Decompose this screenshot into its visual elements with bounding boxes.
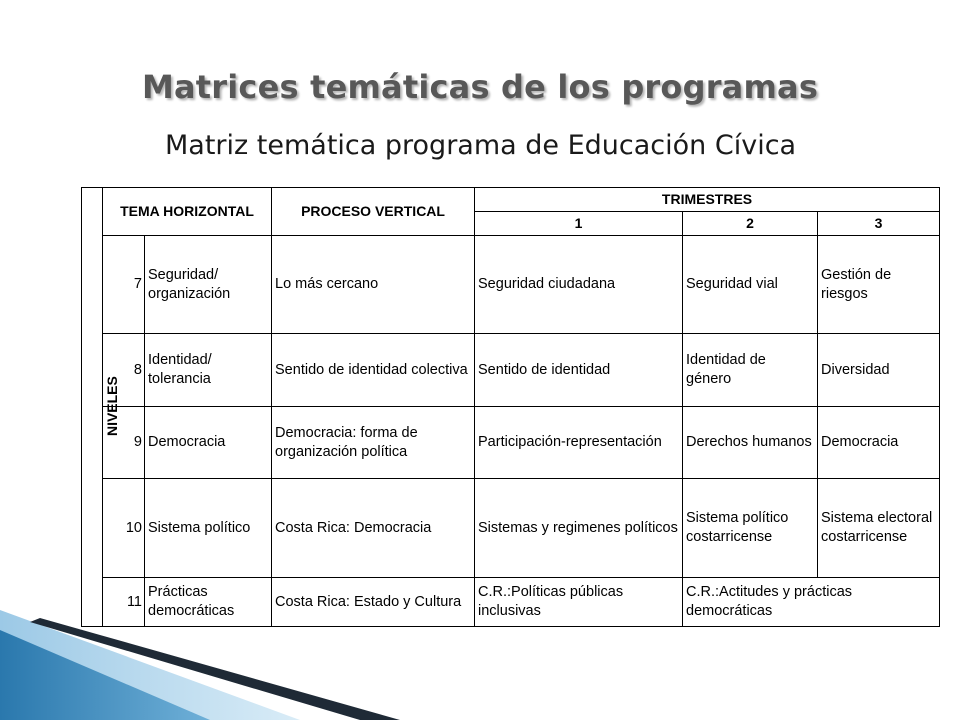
tema-cell: Prácticas democráticas [145, 578, 272, 627]
trimestre-3-cell: Sistema electoral costarricense [818, 479, 940, 578]
trimestre-1-cell: Participación-representación [475, 407, 683, 479]
trimestre-2-cell: Seguridad vial [683, 236, 818, 334]
header-trimestre-2: 2 [683, 212, 818, 236]
proceso-cell: Democracia: forma de organización política [272, 407, 475, 479]
trimestre-3-cell: Diversidad [818, 334, 940, 407]
header-trimestre-1: 1 [475, 212, 683, 236]
header-trimestres: TRIMESTRES [475, 188, 940, 212]
decorative-wedges [0, 590, 420, 720]
trimestre-1-cell: Sentido de identidad [475, 334, 683, 407]
header-proceso-vertical: PROCESO VERTICAL [272, 188, 475, 236]
header-row-1 [82, 188, 940, 212]
proceso-cell: Costa Rica: Estado y Cultura [272, 578, 475, 627]
tema-cell: Democracia [145, 407, 272, 479]
proceso-cell: Sentido de identidad colectiva [272, 334, 475, 407]
table-row [82, 479, 940, 578]
level-cell: 10 [103, 479, 145, 578]
slide-title: Matrices temáticas de los programas [141, 68, 819, 106]
trimestre-2-3-cell: C.R.:Actitudes y prácticas democráticas [683, 578, 940, 627]
tema-cell: Sistema político [145, 479, 272, 578]
table-row [82, 334, 940, 407]
level-cell: 7 [103, 236, 145, 334]
level-cell: 11 [103, 578, 145, 627]
proceso-cell: Costa Rica: Democracia [272, 479, 475, 578]
header-trimestre-3: 3 [818, 212, 940, 236]
slide-subtitle: Matriz temática programa de Educación Cívica [165, 130, 797, 161]
table-row [82, 407, 940, 479]
tema-cell: Identidad/ tolerancia [145, 334, 272, 407]
trimestre-1-cell: Sistemas y regimenes políticos [475, 479, 683, 578]
levels-label-cell [82, 188, 120, 627]
trimestre-3-cell: Democracia [818, 407, 940, 479]
header-tema-horizontal: TEMA HORIZONTAL [103, 188, 272, 236]
level-cell: 9 [103, 407, 145, 479]
trimestre-3-cell: Gestión de riesgos [818, 236, 940, 334]
trimestre-1-cell: C.R.:Políticas públicas inclusivas [475, 578, 683, 627]
trimestre-1-cell: Seguridad ciudadana [475, 236, 683, 334]
thematic-matrix-table [81, 187, 940, 627]
proceso-cell: Lo más cercano [272, 236, 475, 334]
trimestre-2-cell: Derechos humanos [683, 407, 818, 479]
trimestre-2-cell: Sistema político costarricense [683, 479, 818, 578]
level-cell: 8 [103, 334, 145, 407]
table-row [82, 236, 940, 334]
levels-label: NIVELES [103, 376, 120, 437]
tema-cell: Seguridad/ organización [145, 236, 272, 334]
trimestre-2-cell: Identidad de género [683, 334, 818, 407]
